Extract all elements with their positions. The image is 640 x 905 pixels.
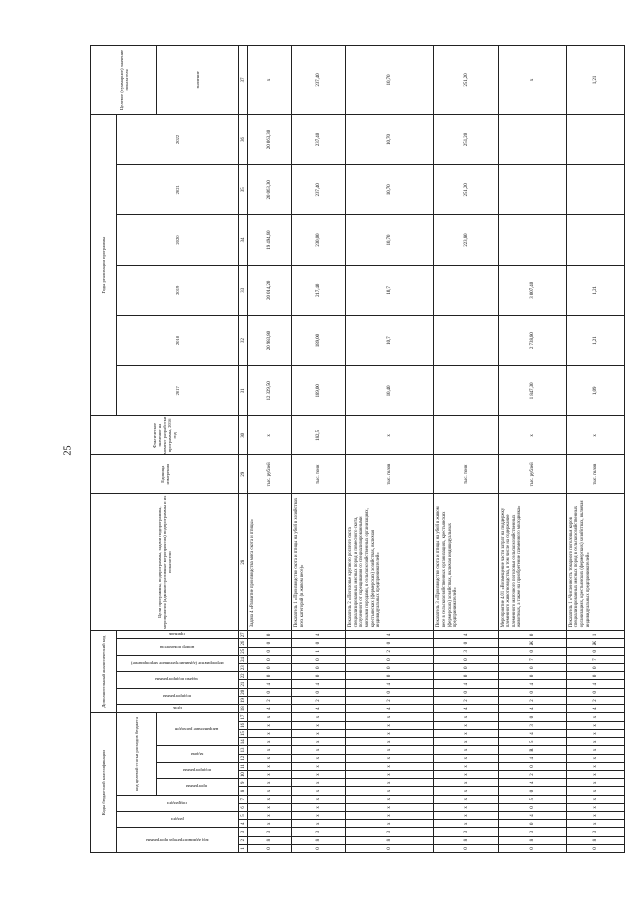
code-cell: 8	[248, 836, 292, 844]
row-year-value	[434, 315, 498, 365]
code-cell: 0	[434, 664, 498, 672]
row-description: Показатель 1 «Производство скота и птицы на убой в хозяйствах всех категорий (в живом весе)»	[292, 494, 346, 631]
column-number: 9	[239, 779, 248, 787]
row-description: Показатель 3 «Производство скота и птицы на убой в живом весе в сельскохозяйственных организациях, крестьянских (фермерских) хозяйствах, включая индивидуальных предпринимателей»	[434, 494, 498, 631]
code-cell: 0	[434, 844, 498, 852]
header-article: код целевой статьи расходов бюджета	[117, 713, 157, 795]
program-table-wrapper	[90, 45, 625, 853]
code-cell: x	[248, 754, 292, 762]
code-cell: x	[292, 738, 346, 746]
code-cell: 1	[566, 631, 624, 639]
column-number: 37	[239, 46, 248, 115]
row-year-value	[566, 165, 624, 215]
code-cell: 5	[498, 795, 566, 803]
code-cell: x	[566, 820, 624, 828]
row-year-value: 10,70	[346, 165, 434, 215]
row-description: Показатель 2 «Поголовье крупного рогатого скота специализированных мясных пород и помесного скота, полученного от скрещивания со специализированными мясными породами, в сельскохозяйственных организациях, крестьянских (фермерских) хозяйствах, включая индивидуальных предпринимателей»	[346, 494, 434, 631]
code-cell: 4	[498, 729, 566, 737]
code-cell: x	[292, 803, 346, 811]
column-number: 20	[240, 689, 246, 695]
code-cell: 8	[434, 836, 498, 844]
row-year-value: 10,7	[346, 265, 434, 315]
code-cell: 3	[292, 828, 346, 836]
code-cell: 2	[498, 770, 566, 778]
code-cell: 0	[498, 803, 566, 811]
code-cell: 3	[498, 828, 566, 836]
column-number: 33	[239, 265, 248, 315]
row-year-value: 1,21	[566, 315, 624, 365]
column-number: 36	[239, 114, 248, 164]
code-cell: x	[346, 713, 434, 721]
column-number: 25	[240, 648, 246, 654]
code-cell: x	[346, 762, 434, 770]
code-cell: 4	[498, 779, 566, 787]
column-number: 8	[239, 787, 248, 795]
row-year-value: 12 329,50	[248, 366, 292, 416]
code-cell: 1	[292, 647, 346, 655]
year-2020: 2020	[117, 215, 239, 265]
row-target: 237,40	[292, 46, 346, 115]
code-cell: 0	[434, 688, 498, 696]
code-cell: 2	[566, 696, 624, 704]
row-actual: 182,5	[292, 416, 346, 455]
code-cell: 4	[498, 680, 566, 688]
header-years: Годы реализации программы	[91, 114, 117, 416]
column-number: 10	[240, 772, 246, 777]
page-number: 25	[62, 445, 74, 456]
code-cell: x	[346, 754, 434, 762]
code-cell: x	[434, 795, 498, 803]
code-cell: 4	[346, 680, 434, 688]
code-cell: 2	[498, 696, 566, 704]
code-cell: x	[346, 795, 434, 803]
column-number: 2	[239, 836, 248, 844]
header-goals: Цели программы, подпрограммы, задачи подпрограммы, мероприятия (административные мероприятия) подпрограммы и их показатели	[91, 494, 239, 631]
year-2021: 2021	[117, 165, 239, 215]
code-cell: 2	[434, 696, 498, 704]
code-cell: x	[566, 721, 624, 729]
column-number: 34	[239, 215, 248, 265]
code-cell: 0	[248, 688, 292, 696]
code-cell: x	[248, 721, 292, 729]
code-cell: x	[248, 795, 292, 803]
code-cell: 2	[346, 647, 434, 655]
code-cell: x	[248, 811, 292, 819]
header-task-sub: задачи подпрограммы	[155, 677, 199, 683]
code-cell: 4	[434, 705, 498, 713]
code-cell: x	[248, 746, 292, 754]
row-target: 251,20	[434, 46, 498, 115]
row-description: Показатель 1 «Численность товарного поголовья коров специализированных мясных пород в сельскохозяйственных организациях, крестьянских (фермерских) хозяйствах, включая индивидуальных предпринимателей»	[566, 494, 624, 631]
header-purpose: цель	[172, 706, 182, 712]
code-cell: x	[434, 820, 498, 828]
table-row	[248, 46, 292, 853]
code-cell: 4	[498, 705, 566, 713]
program-indicators-table	[90, 45, 625, 853]
code-cell: x	[292, 721, 346, 729]
year-2018: 2018	[117, 315, 239, 365]
row-unit: тыс. тонн	[292, 455, 346, 494]
code-cell: 3	[498, 721, 566, 729]
code-cell: x	[566, 811, 624, 819]
row-year-value	[498, 165, 566, 215]
code-cell: x	[248, 803, 292, 811]
code-cell: Ж	[566, 639, 624, 647]
year-2017: 2017	[117, 366, 239, 416]
code-cell: 0	[498, 844, 566, 852]
row-actual	[434, 416, 498, 455]
header-section: раздел	[170, 817, 184, 823]
code-cell: 3	[346, 828, 434, 836]
code-cell: 0	[566, 672, 624, 680]
column-number: 26	[240, 640, 246, 646]
code-cell: x	[248, 729, 292, 737]
header-sign: признак	[169, 632, 185, 638]
code-cell: 0	[498, 647, 566, 655]
header-program: программа	[186, 784, 208, 790]
code-cell: x	[248, 779, 292, 787]
column-number: 4	[239, 820, 248, 828]
code-cell: 4	[248, 680, 292, 688]
code-cell: x	[434, 762, 498, 770]
code-cell: x	[434, 787, 498, 795]
code-cell: x	[346, 746, 434, 754]
code-cell: 2	[248, 696, 292, 704]
code-cell: x	[566, 787, 624, 795]
column-number: 3	[239, 828, 248, 836]
code-cell: 3	[566, 828, 624, 836]
code-cell: x	[346, 811, 434, 819]
row-year-value: 189,00	[292, 315, 346, 365]
code-cell: 0	[292, 844, 346, 852]
code-cell: 4	[566, 705, 624, 713]
row-year-value	[498, 114, 566, 164]
code-cell: 4	[292, 705, 346, 713]
code-cell: 0	[346, 664, 434, 672]
column-number: 35	[239, 165, 248, 215]
code-cell: 0	[498, 762, 566, 770]
header-measure: мероприятие (административное мероприятие)	[130, 661, 224, 667]
code-cell: x	[346, 803, 434, 811]
row-year-value: 237,40	[292, 165, 346, 215]
row-year-value: 189,00	[292, 366, 346, 416]
header-target-value: значение	[157, 46, 239, 115]
code-cell: x	[292, 713, 346, 721]
code-cell: 0	[498, 820, 566, 828]
code-cell: 4	[498, 754, 566, 762]
header-extra-code: Дополнительный аналитический код	[91, 631, 117, 713]
code-cell: x	[248, 762, 292, 770]
column-number: 21	[240, 681, 246, 687]
row-year-value: 251,20	[434, 165, 498, 215]
header-target: Целевое (суммарное) значение показателя	[91, 46, 157, 115]
row-actual: x	[248, 416, 292, 455]
code-cell: 4	[248, 705, 292, 713]
code-cell: x	[434, 770, 498, 778]
code-cell: 8	[346, 836, 434, 844]
code-cell: x	[434, 754, 498, 762]
table-row	[566, 46, 624, 853]
code-cell: x	[346, 721, 434, 729]
code-cell: x	[346, 729, 434, 737]
header-indicator-code: номер показателя	[159, 644, 195, 650]
row-actual: x	[498, 416, 566, 455]
code-cell: x	[346, 787, 434, 795]
code-cell: x	[248, 820, 292, 828]
row-description: Мероприятие 4.01 «Возмещение части затрат на поддержку племенного животноводства, в том числе на содержание племенного маточного поголовья сельскохозяйственных животных, а также на приобретение племенного молодняка»	[498, 494, 566, 631]
code-cell: 0	[248, 672, 292, 680]
code-cell: x	[566, 779, 624, 787]
code-cell: x	[248, 738, 292, 746]
code-cell: 0	[566, 664, 624, 672]
code-cell: 0	[346, 639, 434, 647]
code-cell: 0	[498, 672, 566, 680]
row-year-value	[434, 265, 498, 315]
code-cell: 0	[346, 688, 434, 696]
row-year-value: 20 063,30	[248, 114, 292, 164]
table-row	[292, 46, 346, 853]
code-cell: Ж	[498, 639, 566, 647]
code-cell: x	[292, 820, 346, 828]
code-cell: 2	[346, 696, 434, 704]
code-cell: x	[248, 787, 292, 795]
row-unit: тыс. голов	[346, 455, 434, 494]
code-cell: 4	[292, 631, 346, 639]
code-cell: 4	[498, 811, 566, 819]
column-number: 19	[240, 698, 246, 703]
row-year-value	[566, 114, 624, 164]
column-number: 11	[240, 764, 246, 769]
column-number: 14	[240, 739, 246, 745]
row-year-value: 1,09	[566, 366, 624, 416]
column-number: 32	[239, 315, 248, 365]
row-unit: тыс. рублей	[498, 455, 566, 494]
code-cell: x	[292, 729, 346, 737]
header-task: задача	[190, 751, 204, 757]
code-cell: 3	[434, 647, 498, 655]
column-number: 17	[240, 714, 246, 720]
code-cell: 0	[248, 631, 292, 639]
code-cell: 0	[434, 672, 498, 680]
code-cell: x	[566, 713, 624, 721]
header-subprogram-a: подпрограмма	[162, 693, 192, 699]
code-cell: x	[566, 729, 624, 737]
column-number: 16	[240, 722, 246, 728]
row-year-value: 20 063,30	[248, 165, 292, 215]
row-actual: x	[566, 416, 624, 455]
column-number: 6	[239, 803, 248, 811]
code-cell: 0	[566, 844, 624, 852]
code-cell: 0	[346, 844, 434, 852]
code-cell: 0	[292, 688, 346, 696]
column-number: 29	[239, 455, 248, 494]
code-cell: 0	[292, 672, 346, 680]
row-actual: x	[346, 416, 434, 455]
row-unit: тыс. голов	[566, 455, 624, 494]
column-number: 5	[239, 811, 248, 819]
column-number: 12	[240, 755, 246, 761]
code-cell: 0	[248, 664, 292, 672]
header-subprogram: подпрограмма	[182, 767, 212, 773]
row-target: x	[248, 46, 292, 115]
code-cell: 0	[248, 655, 292, 663]
code-cell: x	[566, 754, 624, 762]
code-cell: 0	[248, 647, 292, 655]
code-cell: x	[292, 811, 346, 819]
code-cell: 5	[498, 738, 566, 746]
code-cell: x	[248, 713, 292, 721]
rotated-page	[90, 45, 625, 853]
row-year-value: 3 007,40	[498, 265, 566, 315]
row-year-value: 20 014,20	[248, 265, 292, 315]
code-cell: x	[566, 803, 624, 811]
code-cell: x	[434, 803, 498, 811]
column-number: 22	[240, 673, 246, 679]
code-cell: 0	[434, 639, 498, 647]
code-cell: 0	[498, 787, 566, 795]
code-cell: x	[434, 738, 498, 746]
table-row	[434, 46, 498, 853]
row-year-value	[434, 366, 498, 416]
code-cell: x	[434, 721, 498, 729]
header-budget-codes: Коды бюджетной классификации	[91, 713, 117, 853]
code-cell: x	[292, 795, 346, 803]
code-cell: x	[292, 754, 346, 762]
row-year-value: 1 847,30	[498, 366, 566, 416]
code-cell: x	[566, 746, 624, 754]
code-cell: 0	[566, 647, 624, 655]
row-year-value: 1,21	[566, 265, 624, 315]
row-year-value	[498, 215, 566, 265]
code-cell: 4	[292, 680, 346, 688]
header-subsection: подраздел	[167, 800, 187, 806]
year-2022: 2022	[117, 114, 239, 164]
code-cell: x	[434, 713, 498, 721]
row-unit: тыс. рублей	[248, 455, 292, 494]
code-cell: x	[434, 811, 498, 819]
row-target: 10,70	[346, 46, 434, 115]
code-cell: x	[346, 770, 434, 778]
code-cell: 4	[434, 631, 498, 639]
code-cell: 0	[292, 664, 346, 672]
column-number: 24	[240, 657, 246, 662]
code-cell: 0	[498, 688, 566, 696]
table-row	[346, 46, 434, 853]
code-cell: x	[248, 770, 292, 778]
row-year-value: 251,20	[434, 114, 498, 164]
row-target: 1,21	[566, 46, 624, 115]
code-cell: 0	[248, 639, 292, 647]
table-row	[498, 46, 566, 853]
code-cell: x	[346, 820, 434, 828]
row-year-value: 10,70	[346, 114, 434, 164]
row-target: x	[498, 46, 566, 115]
code-cell: 4	[346, 705, 434, 713]
code-cell: x	[434, 779, 498, 787]
code-cell: x	[566, 762, 624, 770]
code-cell: x	[292, 770, 346, 778]
code-cell: 8	[566, 836, 624, 844]
row-year-value: 223,80	[434, 215, 498, 265]
code-cell: 4	[566, 680, 624, 688]
code-cell: 0	[248, 844, 292, 852]
code-cell: 4	[434, 680, 498, 688]
code-cell: 0	[566, 688, 624, 696]
row-year-value: 20 983,80	[248, 315, 292, 365]
code-cell: x	[566, 795, 624, 803]
header-direction: направление расходов	[175, 726, 219, 732]
row-year-value: 2 738,80	[498, 315, 566, 365]
code-cell: 7	[498, 655, 566, 663]
row-year-value: 230,00	[292, 215, 346, 265]
column-number: 15	[240, 731, 246, 736]
row-year-value	[566, 215, 624, 265]
column-number: 31	[239, 366, 248, 416]
column-number: 18	[240, 706, 246, 712]
row-year-value: 19 494,60	[248, 215, 292, 265]
code-cell: 0	[434, 655, 498, 663]
row-year-value: 10,7	[346, 315, 434, 365]
code-cell: x	[292, 779, 346, 787]
code-cell: 7	[566, 655, 624, 663]
code-cell: 3	[434, 828, 498, 836]
code-cell: 8	[292, 836, 346, 844]
column-number: 1	[239, 844, 248, 852]
row-year-value: 10,40	[346, 366, 434, 416]
column-number: 7	[239, 795, 248, 803]
code-cell: x	[346, 779, 434, 787]
code-cell: 0	[292, 655, 346, 663]
header-admin-code: код администратора программы	[145, 837, 209, 843]
code-cell: 0	[498, 713, 566, 721]
column-number: 30	[239, 416, 248, 455]
code-cell: 0	[346, 672, 434, 680]
code-cell: x	[292, 787, 346, 795]
column-number: 23	[240, 665, 246, 671]
code-cell: 8	[498, 836, 566, 844]
row-year-value: 237,40	[292, 114, 346, 164]
code-cell: 0	[292, 639, 346, 647]
code-cell: 0	[498, 664, 566, 672]
column-number: 13	[240, 747, 246, 753]
code-cell: 3	[248, 828, 292, 836]
code-cell: x	[434, 729, 498, 737]
code-cell: 0	[346, 655, 434, 663]
code-cell: x	[292, 746, 346, 754]
code-cell: x	[566, 770, 624, 778]
code-cell: x	[434, 746, 498, 754]
column-number: 28	[239, 494, 248, 631]
row-year-value: 217,40	[292, 265, 346, 315]
row-year-value: 10,70	[346, 215, 434, 265]
year-2019: 2019	[117, 265, 239, 315]
header-actual: Фактическое значение на момент разработки программы, 2016 год	[91, 416, 239, 455]
code-cell: R	[498, 746, 566, 754]
code-cell: x	[566, 738, 624, 746]
code-cell: 4	[346, 631, 434, 639]
code-cell: x	[346, 738, 434, 746]
row-unit: тыс. тонн	[434, 455, 498, 494]
code-cell: 0	[498, 631, 566, 639]
column-number: 27	[240, 632, 246, 638]
row-description: Задача 4 «Развитие производства мяса скота и птицы»	[248, 494, 292, 631]
code-cell: x	[292, 762, 346, 770]
header-unit: Единица измерения	[91, 455, 239, 494]
code-cell: 2	[292, 696, 346, 704]
